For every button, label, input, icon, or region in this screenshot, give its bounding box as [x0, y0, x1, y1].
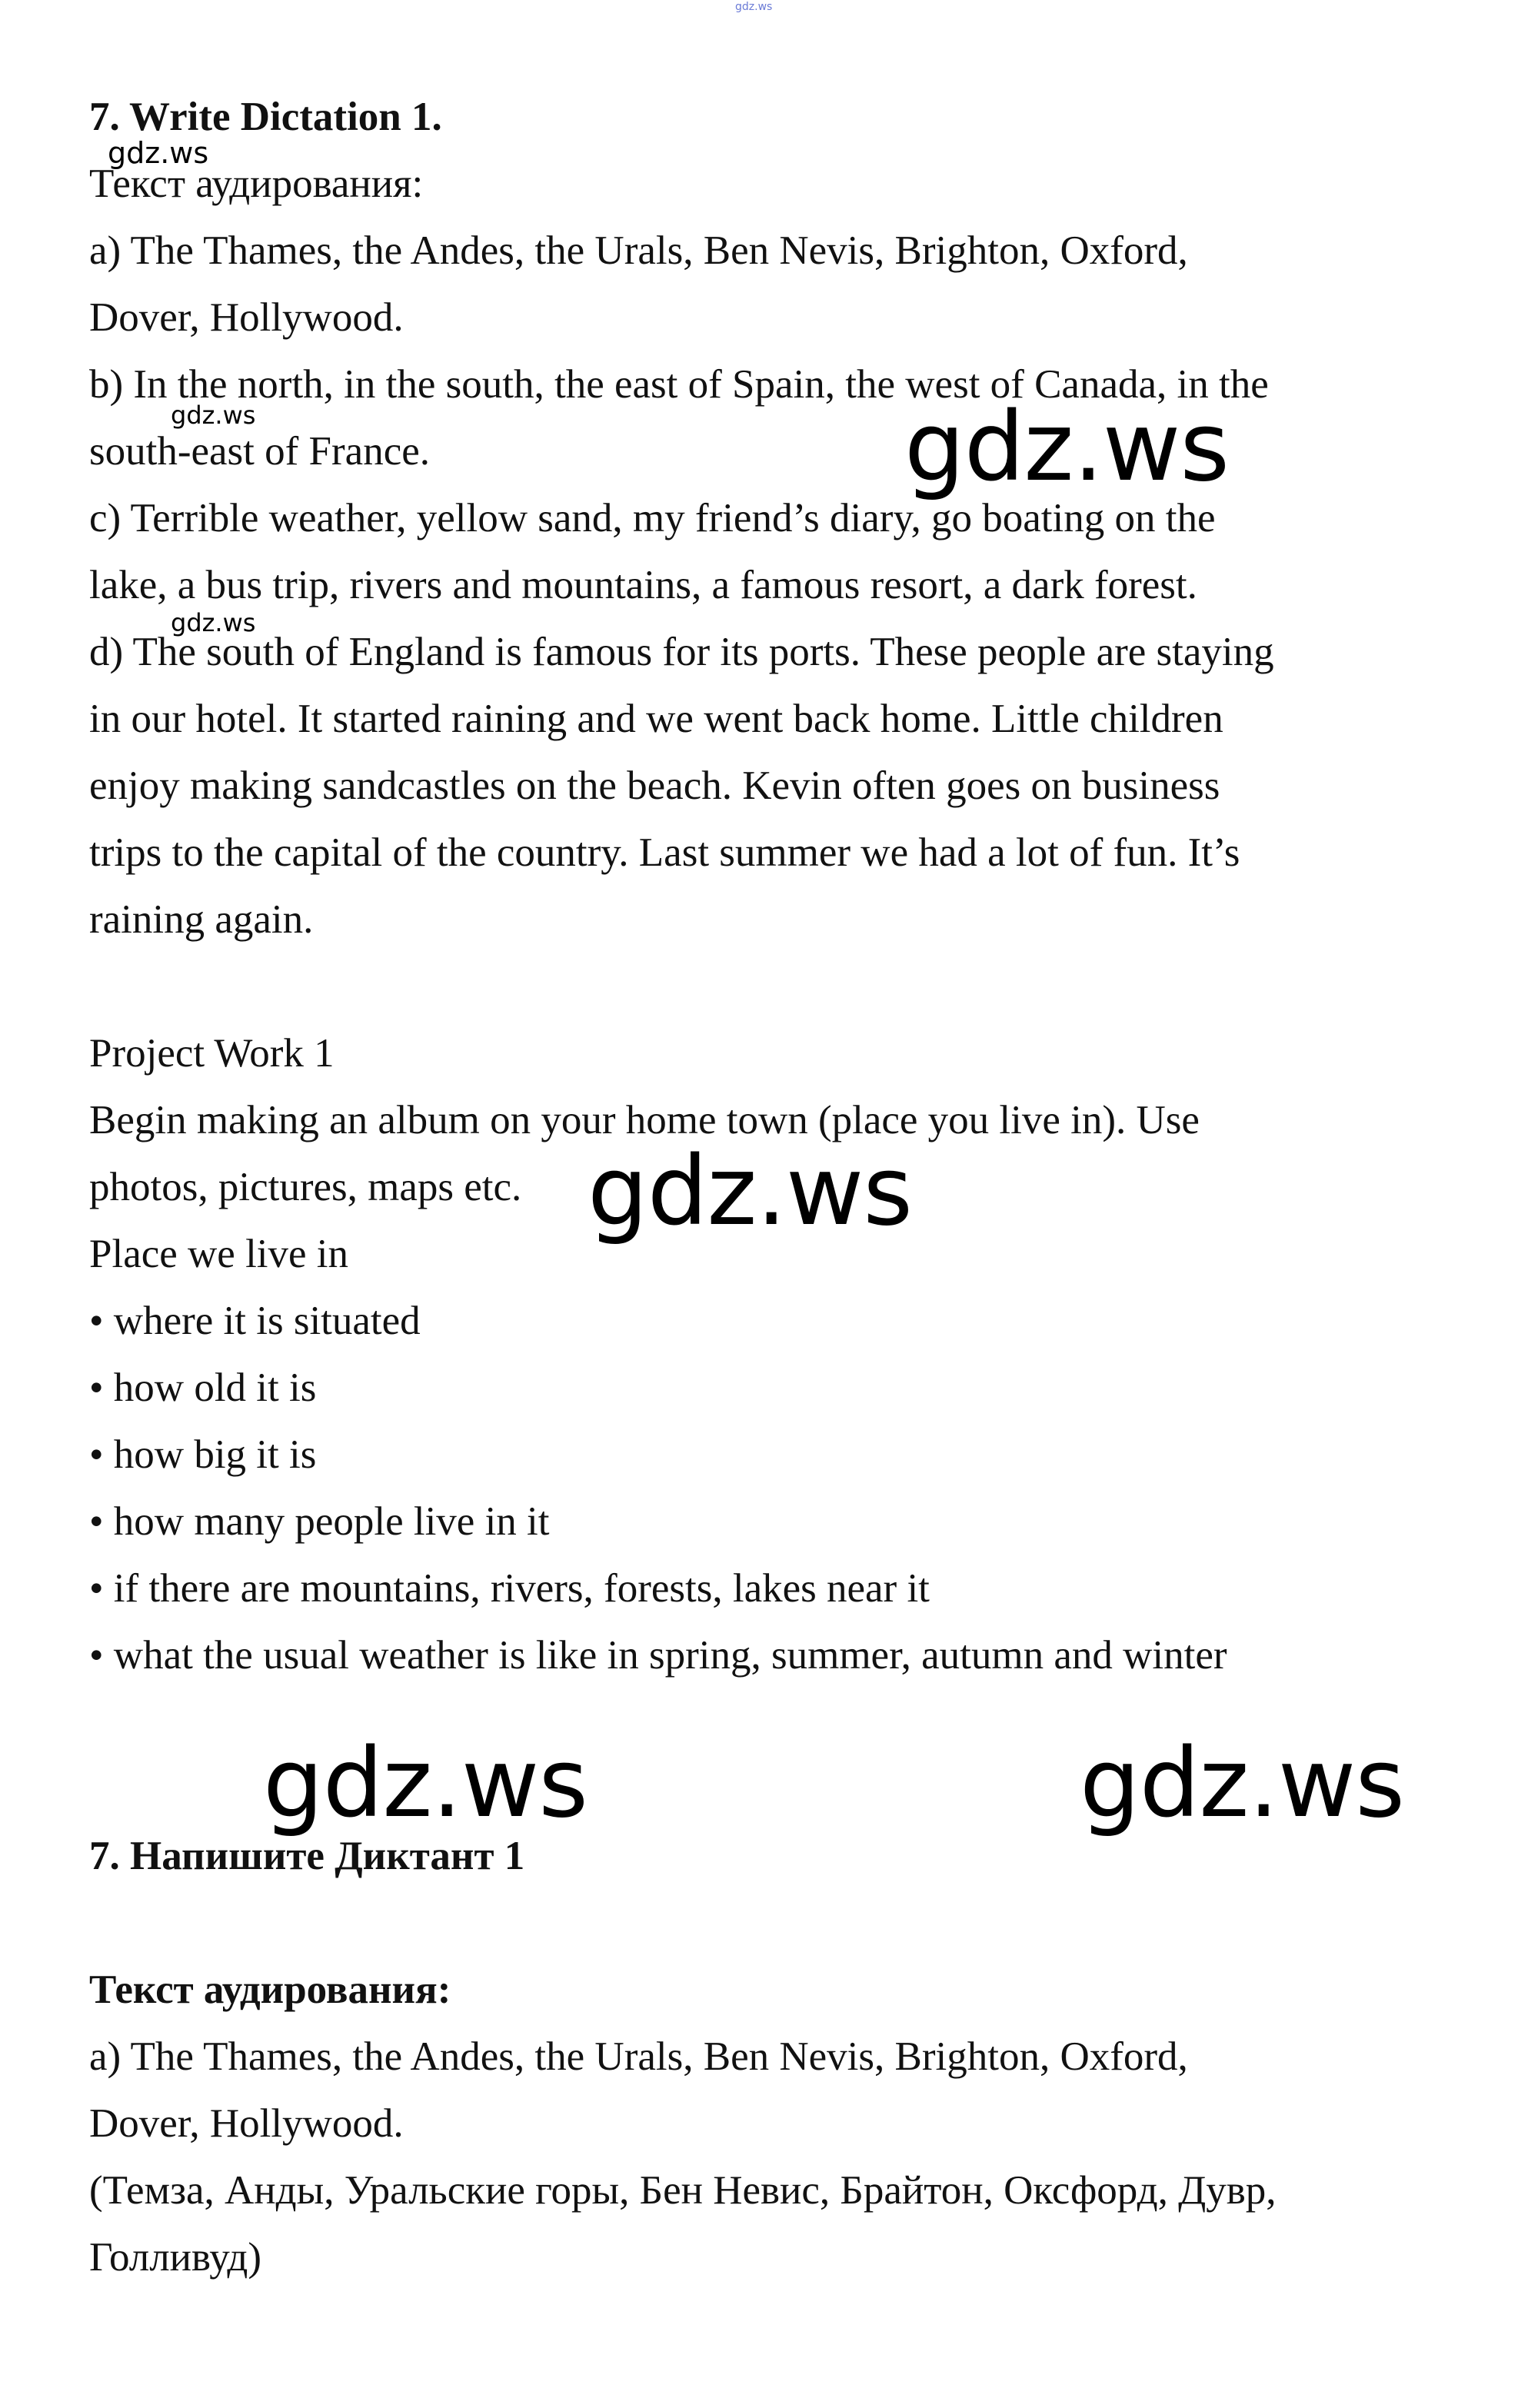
project-bullet: • if there are mountains, rivers, forests, lakes near it: [89, 1566, 930, 1611]
dictation-ru-line: (Темза, Анды, Уральские горы, Бен Невис, Брайтон, Оксфорд, Дувр,: [89, 2168, 1277, 2213]
project-intro-line: Begin making an album on your home town (place you live in). Use: [89, 1098, 1200, 1142]
dictation-line: enjoy making sandcastles on the beach. Kevin often goes on business: [89, 763, 1220, 808]
project-bullet: • how big it is: [89, 1432, 317, 1477]
watermark-top: gdz.ws: [735, 1, 773, 13]
listening-label: Текст аудирования:: [89, 161, 424, 206]
dictation-ru-heading: 7. Напишите Диктант 1: [89, 1834, 525, 1878]
dictation-line: b) In the north, in the south, the east of Spain, the west of Canada, in the: [89, 362, 1269, 407]
watermark-large: gdz.ws: [263, 1728, 588, 1839]
dictation-line: south-east of France.: [89, 429, 430, 474]
project-bullet: • where it is situated: [89, 1299, 421, 1343]
watermark-small: gdz.ws: [108, 136, 209, 170]
watermark-large: gdz.ws: [904, 392, 1229, 503]
project-intro-line: photos, pictures, maps etc.: [89, 1165, 522, 1209]
watermark-small: gdz.ws: [171, 401, 256, 430]
dictation-ru-line: Голливуд): [89, 2235, 262, 2280]
watermark-large: gdz.ws: [1080, 1728, 1404, 1839]
dictation-ru-line: a) The Thames, the Andes, the Urals, Ben Nevis, Brighton, Oxford,: [89, 2034, 1188, 2079]
project-bullet: • what the usual weather is like in spring, summer, autumn and winter: [89, 1633, 1227, 1678]
watermark-small: gdz.ws: [171, 608, 256, 637]
listening-label-ru: Текст аудирования:: [89, 1967, 451, 2012]
dictation-ru-line: Dover, Hollywood.: [89, 2101, 404, 2146]
dictation-line: Dover, Hollywood.: [89, 295, 404, 340]
project-title: Project Work 1: [89, 1031, 335, 1076]
dictation-line: lake, a bus trip, rivers and mountains, a famous resort, a dark forest.: [89, 563, 1197, 607]
dictation-heading: 7. Write Dictation 1.: [89, 95, 442, 139]
dictation-line: c) Terrible weather, yellow sand, my friend’s diary, go boating on the: [89, 496, 1216, 540]
dictation-line: d) The south of England is famous for its ports. These people are staying: [89, 630, 1274, 674]
dictation-line: in our hotel. It started raining and we went back home. Little children: [89, 697, 1223, 741]
dictation-line: raining again.: [89, 897, 314, 942]
dictation-line: a) The Thames, the Andes, the Urals, Ben Nevis, Brighton, Oxford,: [89, 228, 1188, 273]
project-bullet: • how many people live in it: [89, 1499, 550, 1544]
project-subtitle: Place we live in: [89, 1232, 349, 1276]
project-bullet: • how old it is: [89, 1365, 317, 1410]
watermark-large: gdz.ws: [588, 1136, 912, 1247]
dictation-line: trips to the capital of the country. Last summer we had a lot of fun. It’s: [89, 830, 1240, 875]
